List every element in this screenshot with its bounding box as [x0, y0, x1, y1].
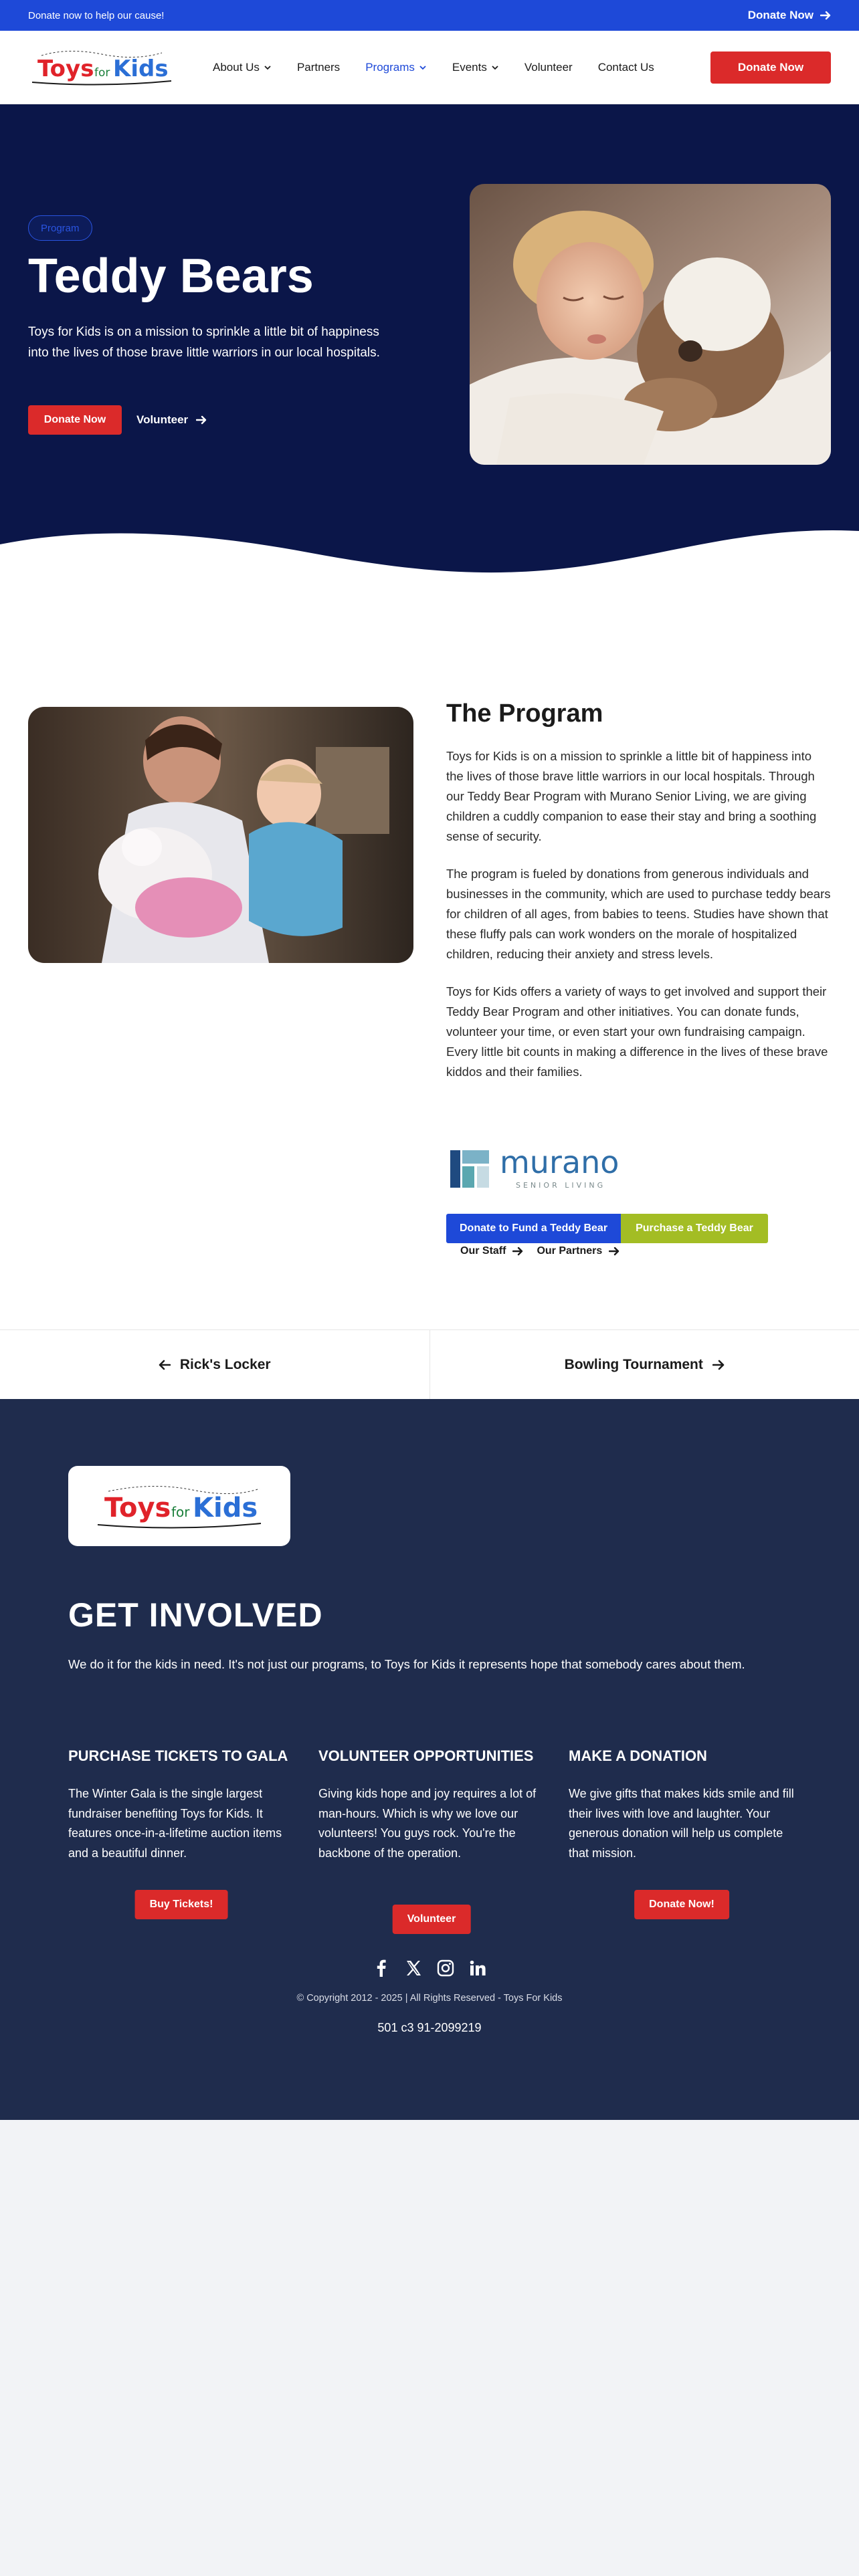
nav-item-label: About Us [213, 60, 260, 74]
program-paragraph-2: The program is fueled by donations from generous individuals and businesses in the community, which are used to purchase teddy bears for children of all ages, from babies to teens. Studies have shown that these fluffy pals can work wonders on the morale of hospitalized children, reducing their anxiety and stress levels. [446, 866, 831, 961]
header-donate-button[interactable]: Donate Now [710, 51, 831, 84]
logo-word-kids: Kids [113, 55, 169, 82]
post-navigation [0, 1329, 859, 1399]
arrow-right-icon [512, 1247, 523, 1256]
purchase-teddy-bear-button[interactable]: Purchase a Teddy Bear [621, 1214, 768, 1243]
nav-item-label: Events [452, 60, 487, 74]
linkedin-icon[interactable] [469, 1959, 486, 1977]
hero-description: Toys for Kids is on a mission to sprinkle a little bit of happiness into the lives of those brave little warriors in our local hospitals. [28, 325, 380, 360]
site-header [0, 31, 859, 104]
program-body [446, 746, 831, 1099]
murano-logo-block-teal [462, 1166, 474, 1188]
x-icon[interactable] [405, 1959, 422, 1977]
gala-column-title: PURCHASE TICKETS TO GALA [68, 1747, 288, 1764]
hero-volunteer-label: Volunteer [136, 413, 189, 426]
volunteer-column-text: Giving kids hope and joy requires a lot of man-hours. Which is why we love our volunteers! You guys rock. You're the backbone of the operation. [318, 1787, 537, 1860]
footer-logo-word-kids: Kids [193, 1493, 258, 1523]
toys-for-kids-logo [92, 1479, 266, 1533]
our-partners-link[interactable] [537, 1245, 619, 1257]
our-partners-label: Our Partners [537, 1245, 603, 1257]
footer-logo-word-for: for [171, 1504, 190, 1520]
program-section [0, 586, 859, 1329]
hero-actions [28, 405, 207, 435]
arrow-right-icon [712, 1360, 725, 1370]
arrow-left-icon [159, 1360, 171, 1370]
program-paragraph-1: Toys for Kids is on a mission to sprinkle a little bit of happiness into the lives of those brave little warriors in our local hospitals. Through our Teddy Bear Program with Murano Senior Living, we are giving children a cuddly companion to ease their stay and bring a soothing sense of security. [446, 749, 817, 843]
social-links [0, 1959, 859, 1977]
nav-item-events[interactable] [452, 61, 499, 74]
hero-section [0, 104, 859, 586]
arrow-right-icon [609, 1247, 619, 1256]
site-footer [0, 1399, 859, 2120]
nav-item-programs[interactable] [365, 61, 427, 74]
logo-word-toys: Toys [37, 55, 94, 82]
nav-item-label: Programs [365, 60, 415, 74]
buy-tickets-button[interactable]: Buy Tickets! [135, 1890, 228, 1919]
topbar-donate-link[interactable] [748, 9, 831, 22]
logo-word-for: for [94, 66, 110, 80]
murano-senior-living-logo[interactable] [446, 1138, 660, 1192]
chevron-down-icon [419, 64, 427, 72]
murano-logo-bar-dark [450, 1150, 460, 1188]
murano-wordmark: murano [500, 1144, 619, 1180]
chevron-down-icon [264, 64, 272, 72]
copyright-text: © Copyright 2012 - 2025 | All Rights Reserved - Toys For Kids [296, 1993, 563, 2004]
footer-logo[interactable] [68, 1466, 290, 1546]
our-staff-link[interactable] [460, 1245, 523, 1257]
next-post-link[interactable] [430, 1330, 859, 1399]
next-post-label: Bowling Tournament [564, 1356, 703, 1372]
hero-wave-divider [0, 506, 859, 586]
footer-column-gala [68, 1747, 294, 1910]
nav-item-label: Contact Us [597, 60, 654, 74]
nav-item-volunteer[interactable] [524, 61, 573, 74]
program-title: The Program [446, 700, 603, 728]
nav-item-about-us[interactable] [213, 61, 272, 74]
nav-item-label: Volunteer [524, 60, 573, 74]
program-cta-group [446, 1214, 768, 1243]
murano-tagline: SENIOR LIVING [516, 1181, 606, 1190]
previous-post-label: Rick's Locker [179, 1356, 271, 1372]
program-paragraph-3: Toys for Kids offers a variety of ways to get involved and support their Teddy Bear Program and other initiatives. You can donate funds, volunteer your time, or even start your own fundraising campaign. Every little bit counts in making a difference in the lives of these brave kiddos and their families. [446, 984, 828, 1079]
nav-item-partners[interactable] [297, 61, 340, 74]
toys-for-kids-logo [28, 46, 174, 89]
program-sub-links [460, 1245, 619, 1257]
announcement-text: Donate now to help our cause! [28, 9, 165, 21]
donation-column-text: We give gifts that makes kids smile and fill their lives with love and laughter. Your generous donation will help us complete that mission. [569, 1787, 794, 1860]
hero-donate-button[interactable]: Donate Now [28, 405, 122, 435]
donate-now-footer-button[interactable]: Donate Now! [634, 1890, 729, 1919]
nav-item-label: Partners [296, 60, 341, 74]
volunteer-button[interactable]: Volunteer [393, 1905, 471, 1934]
hero-title: Teddy Bears [28, 249, 314, 303]
site-logo[interactable] [28, 46, 174, 89]
hero-image-sleeping-child-with-teddy [470, 184, 831, 465]
fund-teddy-bear-button[interactable]: Donate to Fund a Teddy Bear [446, 1214, 621, 1243]
arrow-right-icon [820, 11, 831, 20]
footer-logo-word-toys: Toys [104, 1493, 171, 1523]
instagram-icon[interactable] [437, 1959, 454, 1977]
program-tag[interactable]: Program [28, 215, 92, 241]
previous-post-link[interactable] [0, 1330, 430, 1399]
gala-column-text: The Winter Gala is the single largest fundraiser benefiting Toys for Kids. It features once-in-a-lifetime auction items and a beautiful dinner. [68, 1787, 282, 1860]
program-image-man-child-teddy [28, 707, 413, 963]
facebook-icon[interactable] [373, 1959, 390, 1977]
arrow-right-icon [196, 415, 207, 425]
footer-column-volunteer [318, 1747, 545, 1925]
murano-logo-bar-light [462, 1150, 489, 1164]
donation-column-title: MAKE A DONATION [569, 1747, 707, 1764]
volunteer-column-title: VOLUNTEER OPPORTUNITIES [318, 1747, 534, 1764]
topbar-donate-label: Donate Now [747, 9, 814, 21]
get-involved-intro: We do it for the kids in need. It's not just our programs, to Toys for Kids it represents hope that somebody cares about them. [68, 1657, 745, 1671]
get-involved-title: GET INVOLVED [68, 1596, 323, 1634]
announcement-bar [0, 0, 859, 31]
main-nav [213, 61, 654, 74]
hero-volunteer-link[interactable] [136, 413, 207, 427]
ein-number: 501 c3 91-2099219 [377, 2021, 482, 2034]
murano-logo-block-pale [477, 1166, 489, 1188]
our-staff-label: Our Staff [460, 1245, 506, 1257]
nav-item-contact-us[interactable] [598, 61, 654, 74]
footer-column-donation [569, 1747, 795, 1910]
chevron-down-icon [491, 64, 499, 72]
